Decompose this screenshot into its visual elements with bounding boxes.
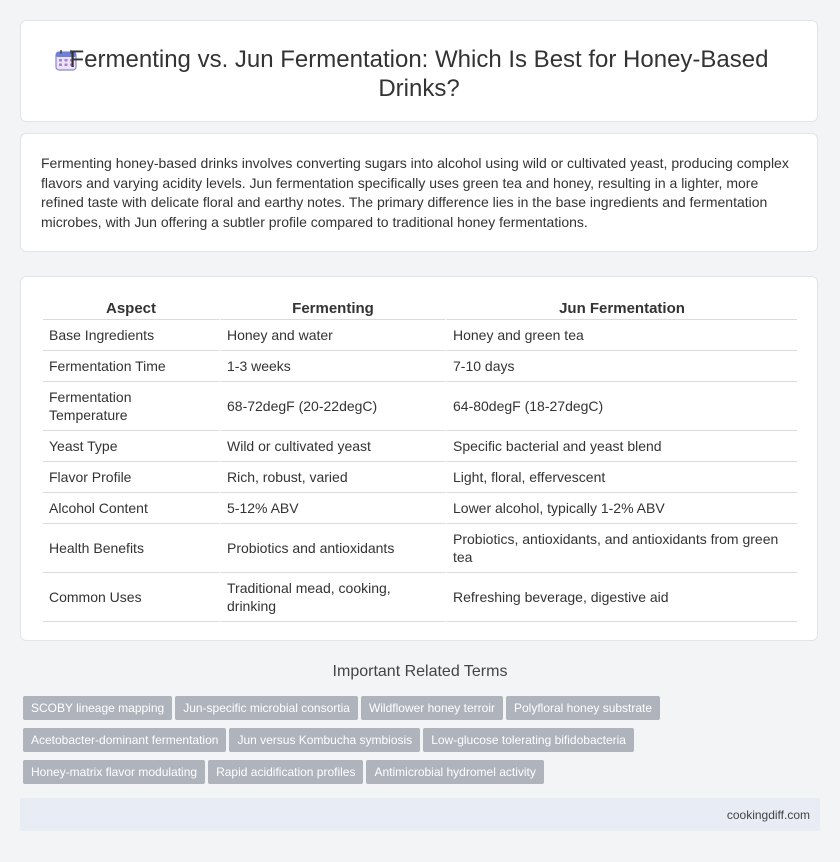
table-cell: Honey and green tea (445, 320, 797, 351)
table-cell: Traditional mead, cooking, drinking (219, 573, 445, 622)
related-term-tag[interactable]: Honey-matrix flavor modulating (23, 760, 205, 784)
table-cell: Light, floral, effervescent (445, 462, 797, 493)
table-cell: Fermentation Time (43, 351, 219, 382)
page-title: Fermenting vs. Jun Fermentation: Which Is Best for Honey-Based Drinks? (69, 46, 769, 102)
table-cell: 7-10 days (445, 351, 797, 382)
table-cell: Probiotics, antioxidants, and antioxidants from green tea (445, 524, 797, 573)
table-row (43, 573, 797, 622)
table-row (43, 320, 797, 351)
related-term-tag[interactable]: Acetobacter-dominant fermentation (23, 728, 226, 752)
title-card (20, 20, 818, 122)
table-cell: Health Benefits (43, 524, 219, 573)
table-cell: Common Uses (43, 573, 219, 622)
related-term-tag[interactable]: Antimicrobial hydromel activity (366, 760, 543, 784)
table-cell: Refreshing beverage, digestive aid (445, 573, 797, 622)
related-term-tag[interactable]: SCOBY lineage mapping (23, 696, 172, 720)
table-row (43, 351, 797, 382)
table-cell: Honey and water (219, 320, 445, 351)
related-term-tag[interactable]: Wildflower honey terroir (361, 696, 503, 720)
table-row (43, 431, 797, 462)
table-row (43, 462, 797, 493)
table-cell: Lower alcohol, typically 1-2% ABV (445, 493, 797, 524)
comparison-card (20, 276, 818, 641)
table-cell: Rich, robust, varied (219, 462, 445, 493)
footer-site-link[interactable]: cookingdiff.com (726, 808, 810, 822)
header-fermenting: Fermenting (219, 297, 445, 320)
footer (20, 798, 820, 831)
table-cell: Base Ingredients (43, 320, 219, 351)
header-jun: Jun Fermentation (445, 297, 797, 320)
table-cell: Yeast Type (43, 431, 219, 462)
table-cell: Probiotics and antioxidants (219, 524, 445, 573)
related-terms-list (23, 696, 823, 792)
related-term-tag[interactable]: Jun-specific microbial consortia (175, 696, 358, 720)
related-terms-heading: Important Related Terms (332, 663, 508, 680)
table-header-row (43, 297, 797, 320)
header-aspect: Aspect (43, 297, 219, 320)
table-cell: Alcohol Content (43, 493, 219, 524)
table-cell: 5-12% ABV (219, 493, 445, 524)
related-term-tag[interactable]: Rapid acidification profiles (208, 760, 363, 784)
intro-card (20, 133, 818, 252)
table-cell: 64-80degF (18-27degC) (445, 382, 797, 431)
related-term-tag[interactable]: Low-glucose tolerating bifidobacteria (423, 728, 634, 752)
table-cell: Fermentation Temperature (43, 382, 219, 431)
table-cell: 68-72degF (20-22degC) (219, 382, 445, 431)
related-term-tag[interactable]: Jun versus Kombucha symbiosis (229, 728, 420, 752)
table-cell: Specific bacterial and yeast blend (445, 431, 797, 462)
table-row (43, 493, 797, 524)
related-term-tag[interactable]: Polyfloral honey substrate (506, 696, 660, 720)
intro-paragraph: Fermenting honey-based drinks involves converting sugars into alcohol using wild or cultivated yeast, producing complex flavors and varying acidity levels. Jun fermentation specifically uses green tea and honey, resulting in a lighter, more refined taste with delicate floral and earthy notes. The primary difference lies in the base ingredients and fermentation microbes, with Jun offering a subtler profile compared to traditional honey fermentations. (41, 155, 789, 230)
table-cell: Flavor Profile (43, 462, 219, 493)
table-row (43, 382, 797, 431)
table-row (43, 524, 797, 573)
table-cell: Wild or cultivated yeast (219, 431, 445, 462)
comparison-table (43, 297, 797, 622)
table-cell: 1-3 weeks (219, 351, 445, 382)
